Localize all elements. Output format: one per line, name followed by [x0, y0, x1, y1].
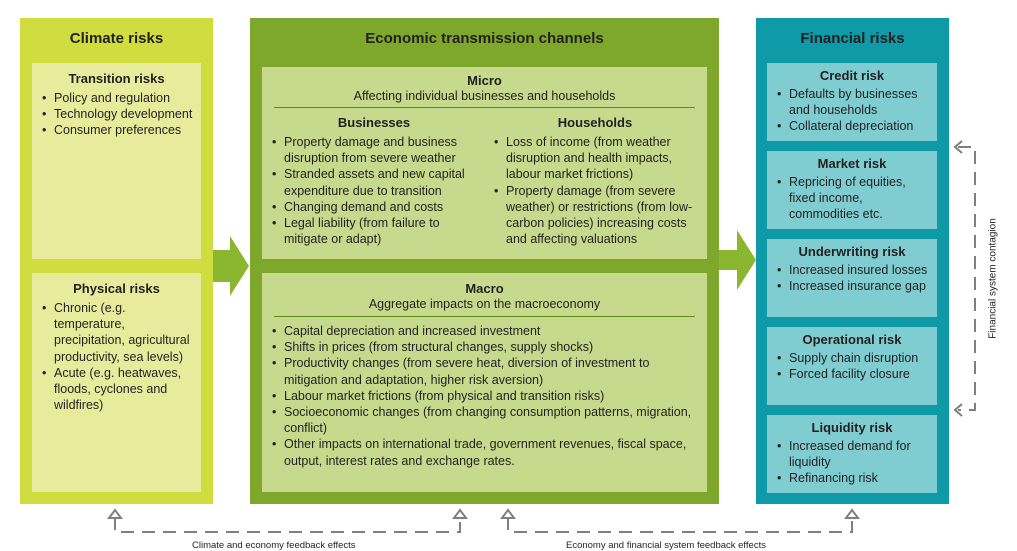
list-item: • Other impacts on international trade, government revenues, fiscal space, output, interest rates and exchange rates. — [284, 436, 701, 468]
list-item: • Defaults by businesses and households — [789, 86, 931, 118]
list-item: • Productivity changes (from severe heat, diversion of investment to mitigation and adaptation, higher risk aversion) — [284, 355, 701, 387]
list-item: • Forced facility closure — [789, 366, 931, 382]
list-item: • Legal liability (from failure to mitigate or adapt) — [284, 215, 480, 247]
macro-title: Macro — [465, 281, 504, 296]
arrowhead-up-icon — [846, 510, 858, 518]
arrowhead-up-icon — [502, 510, 514, 518]
underwriting-risk-box — [767, 239, 937, 317]
list-item: • Technology development — [54, 106, 195, 122]
list-item: • Labour market frictions (from physical and transition risks) — [284, 388, 701, 404]
liquidity-risk-box — [767, 415, 937, 493]
economy-financial-feedback-arrow — [508, 517, 852, 532]
underwriting-risk-list — [767, 262, 937, 294]
climate-risks-title: Climate risks — [69, 30, 164, 47]
micro-title: Micro — [467, 73, 502, 88]
list-item: • Refinancing risk — [789, 470, 931, 486]
economic-transmission-title: Economic transmission channels — [365, 30, 604, 47]
operational-risk-box — [767, 327, 937, 405]
physical-risks-list — [32, 300, 201, 413]
households-list — [484, 134, 706, 247]
businesses-column — [262, 115, 486, 247]
list-item: • Property damage and business disruption from severe weather — [284, 134, 480, 166]
underwriting-risk-title: Underwriting risk — [798, 244, 906, 259]
households-column — [484, 115, 706, 247]
list-item: • Collateral depreciation — [789, 118, 931, 134]
credit-risk-title: Credit risk — [819, 68, 885, 83]
financial-risks-panel — [756, 18, 949, 504]
macro-box — [262, 273, 707, 492]
climate-economy-feedback-label: Climate and economy feedback effects — [192, 540, 356, 551]
micro-subtitle: Affecting individual businesses and households — [353, 89, 616, 103]
liquidity-risk-title: Liquidity risk — [811, 420, 893, 435]
businesses-list — [262, 134, 486, 247]
climate-risks-panel — [20, 18, 213, 504]
economy-financial-feedback-label: Economy and financial system feedback effects — [566, 540, 766, 551]
financial-contagion-arrow — [958, 147, 975, 410]
arrowhead-up-icon — [109, 510, 121, 518]
arrowhead-left-icon — [955, 141, 962, 153]
micro-divider — [274, 107, 695, 108]
economic-transmission-panel — [250, 18, 719, 504]
list-item: • Shifts in prices (from structural changes, supply shocks) — [284, 339, 701, 355]
list-item: • Increased demand for liquidity — [789, 438, 931, 470]
credit-risk-box — [767, 63, 937, 141]
physical-risks-box — [32, 273, 201, 492]
flow-arrow-economy-to-financial — [719, 230, 756, 290]
macro-divider — [274, 316, 695, 317]
market-risk-title: Market risk — [817, 156, 887, 171]
operational-risk-list — [767, 350, 937, 382]
list-item: • Property damage (from severe weather) or restrictions (from low-carbon policies) increasing costs and affecting valuations — [506, 183, 700, 248]
flow-arrow-climate-to-economy — [213, 236, 249, 296]
list-item: • Increased insured losses — [789, 262, 931, 278]
market-risk-box — [767, 151, 937, 229]
list-item: • Supply chain disruption — [789, 350, 931, 366]
liquidity-risk-list — [767, 438, 937, 487]
transition-risks-list — [32, 90, 201, 139]
market-risk-list — [767, 174, 937, 223]
list-item: • Capital depreciation and increased investment — [284, 323, 701, 339]
climate-economy-feedback-arrow — [115, 517, 460, 532]
list-item: • Policy and regulation — [54, 90, 195, 106]
arrowhead-left-icon — [955, 404, 962, 416]
micro-box — [262, 67, 707, 259]
list-item: • Repricing of equities, fixed income, commodities etc. — [789, 174, 931, 223]
credit-risk-list — [767, 86, 937, 135]
financial-risks-title: Financial risks — [800, 30, 905, 47]
list-item: • Acute (e.g. heatwaves, floods, cyclones and wildfires) — [54, 365, 195, 414]
list-item: • Loss of income (from weather disruption and health impacts, labour market frictions) — [506, 134, 700, 183]
list-item: • Chronic (e.g. temperature, precipitation, agricultural productivity, sea levels) — [54, 300, 195, 365]
macro-list — [262, 323, 707, 469]
financial-contagion-label: Financial system contagion — [987, 218, 999, 339]
physical-risks-title: Physical risks — [73, 281, 160, 296]
list-item: • Changing demand and costs — [284, 199, 480, 215]
transition-risks-box — [32, 63, 201, 259]
transition-risks-title: Transition risks — [68, 71, 165, 86]
macro-subtitle: Aggregate impacts on the macroeconomy — [368, 297, 601, 311]
list-item: • Consumer preferences — [54, 122, 195, 138]
list-item: • Increased insurance gap — [789, 278, 931, 294]
list-item: • Stranded assets and new capital expenditure due to transition — [284, 166, 480, 198]
households-title: Households — [557, 115, 633, 130]
operational-risk-title: Operational risk — [802, 332, 902, 347]
list-item: • Socioeconomic changes (from changing consumption patterns, migration, conflict) — [284, 404, 701, 436]
arrowhead-up-icon — [454, 510, 466, 518]
businesses-title: Businesses — [337, 115, 411, 130]
